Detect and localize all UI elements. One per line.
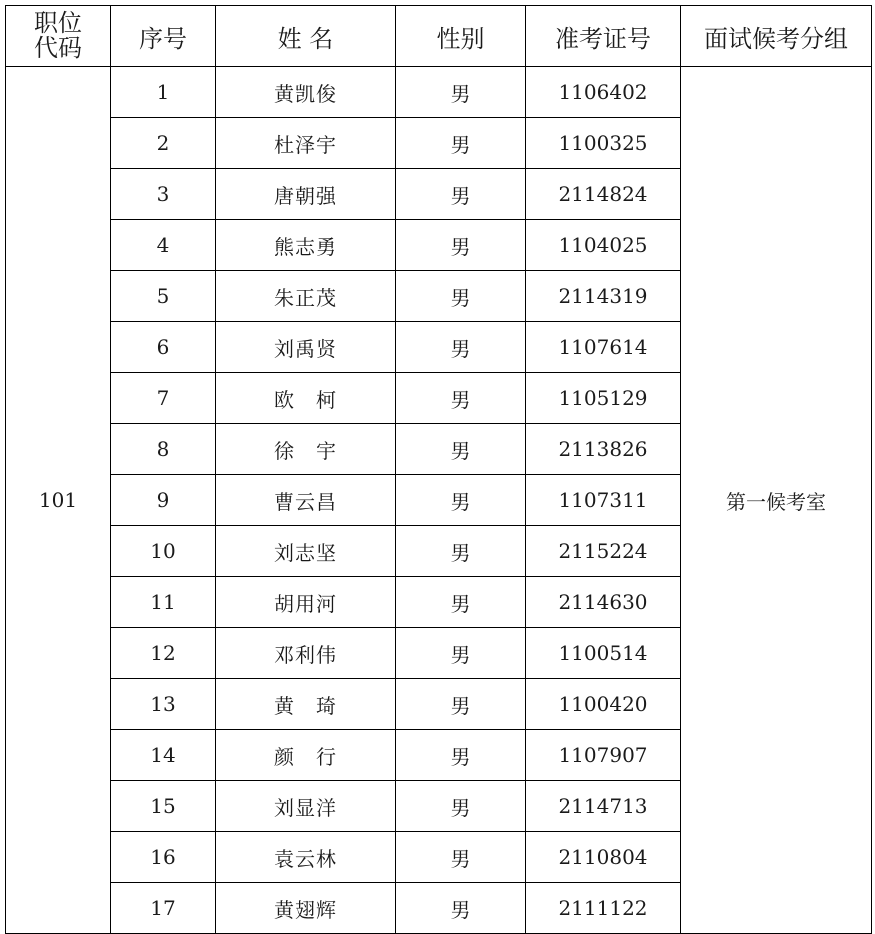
name-cell: 刘禹贤 [216,322,396,373]
candidate-table [5,5,872,934]
name-cell: 刘志坚 [216,526,396,577]
header-position-code [6,6,111,67]
name-cell: 黄凯俊 [216,67,396,118]
ticket-cell: 2114824 [526,169,681,220]
seq-cell: 4 [111,220,216,271]
gender-cell: 男 [396,373,526,424]
position-code-cell: 101 [6,67,111,934]
name-cell: 袁云林 [216,832,396,883]
gender-cell: 男 [396,883,526,934]
gender-cell: 男 [396,424,526,475]
name-cell: 杜泽宇 [216,118,396,169]
header-name: 姓 名 [216,6,396,67]
name-cell: 胡用河 [216,577,396,628]
seq-cell: 8 [111,424,216,475]
name-cell: 黄 琦 [216,679,396,730]
header-seq: 序号 [111,6,216,67]
header-gender: 性别 [396,6,526,67]
gender-cell: 男 [396,271,526,322]
gender-cell: 男 [396,169,526,220]
ticket-cell: 1107614 [526,322,681,373]
seq-cell: 15 [111,781,216,832]
ticket-cell: 2114319 [526,271,681,322]
seq-cell: 9 [111,475,216,526]
ticket-cell: 1104025 [526,220,681,271]
seq-cell: 10 [111,526,216,577]
gender-cell: 男 [396,67,526,118]
name-cell: 朱正茂 [216,271,396,322]
header-position-code-line1: 职位 [34,9,82,37]
header-ticket: 准考证号 [526,6,681,67]
gender-cell: 男 [396,322,526,373]
gender-cell: 男 [396,577,526,628]
ticket-cell: 1107311 [526,475,681,526]
name-cell: 曹云昌 [216,475,396,526]
name-cell: 欧 柯 [216,373,396,424]
gender-cell: 男 [396,730,526,781]
seq-cell: 6 [111,322,216,373]
group-cell: 第一候考室 [681,67,872,934]
ticket-cell: 2114713 [526,781,681,832]
table-row [6,67,872,118]
seq-cell: 1 [111,67,216,118]
seq-cell: 3 [111,169,216,220]
name-cell: 黄翅辉 [216,883,396,934]
header-position-code-line2: 代码 [34,34,82,62]
seq-cell: 11 [111,577,216,628]
ticket-cell: 1106402 [526,67,681,118]
seq-cell: 7 [111,373,216,424]
ticket-cell: 2113826 [526,424,681,475]
ticket-cell: 1100420 [526,679,681,730]
ticket-cell: 2111122 [526,883,681,934]
table-body [6,67,872,934]
name-cell: 刘显洋 [216,781,396,832]
gender-cell: 男 [396,118,526,169]
seq-cell: 16 [111,832,216,883]
ticket-cell: 1107907 [526,730,681,781]
ticket-cell: 1100514 [526,628,681,679]
ticket-cell: 2115224 [526,526,681,577]
name-cell: 颜 行 [216,730,396,781]
name-cell: 熊志勇 [216,220,396,271]
gender-cell: 男 [396,832,526,883]
seq-cell: 14 [111,730,216,781]
ticket-cell: 2114630 [526,577,681,628]
gender-cell: 男 [396,679,526,730]
ticket-cell: 1105129 [526,373,681,424]
seq-cell: 13 [111,679,216,730]
gender-cell: 男 [396,781,526,832]
name-cell: 唐朝强 [216,169,396,220]
name-cell: 邓利伟 [216,628,396,679]
gender-cell: 男 [396,526,526,577]
header-row [6,6,872,67]
header-group: 面试候考分组 [681,6,872,67]
gender-cell: 男 [396,475,526,526]
ticket-cell: 2110804 [526,832,681,883]
seq-cell: 12 [111,628,216,679]
seq-cell: 5 [111,271,216,322]
seq-cell: 2 [111,118,216,169]
seq-cell: 17 [111,883,216,934]
gender-cell: 男 [396,628,526,679]
gender-cell: 男 [396,220,526,271]
ticket-cell: 1100325 [526,118,681,169]
name-cell: 徐 宇 [216,424,396,475]
